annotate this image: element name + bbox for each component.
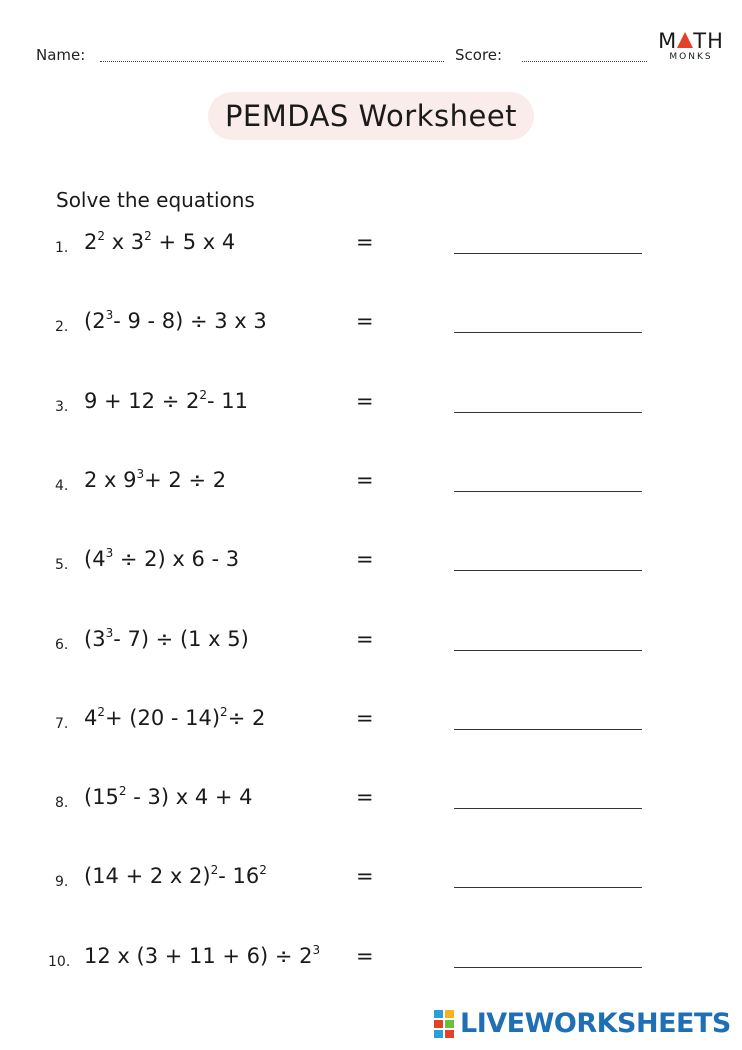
equals-sign: = — [356, 547, 374, 572]
problem-number: 9. — [55, 874, 69, 891]
problem-number: 5. — [55, 557, 69, 574]
problem-number: 7. — [55, 715, 69, 732]
answer-field[interactable] — [454, 650, 642, 651]
problem-row — [0, 458, 742, 498]
expression-text: + (20 - 14) — [105, 705, 221, 730]
exponent: 2 — [97, 704, 106, 719]
problem-expression — [84, 230, 235, 254]
problem-number: 8. — [55, 795, 69, 812]
exponent: 2 — [118, 784, 127, 799]
answer-field[interactable] — [454, 808, 642, 809]
problem-row — [0, 299, 742, 339]
problem-row — [0, 617, 742, 657]
problem-number: 10. — [48, 953, 71, 970]
problem-expression — [84, 468, 226, 492]
exponent: 3 — [105, 308, 114, 323]
logo-letters-th: TH — [693, 29, 724, 53]
exponent: 3 — [105, 625, 114, 640]
expression-text: ÷ 2 — [227, 705, 266, 730]
problem-number: 4. — [55, 477, 69, 494]
exponent: 3 — [312, 942, 321, 957]
answer-field[interactable] — [454, 491, 642, 492]
expression-text: 4 — [84, 705, 98, 730]
score-label: Score: — [455, 46, 503, 64]
expression-text: (2 — [84, 309, 106, 334]
equals-sign: = — [356, 864, 374, 889]
instructions: Solve the equations — [56, 188, 255, 212]
exponent: 2 — [144, 229, 152, 243]
liveworksheets-brand: LIVEWORKSHEETS — [460, 1008, 731, 1039]
problem-expression — [84, 944, 320, 968]
expression-text: + 5 x 4 — [151, 230, 236, 254]
expression-text: (15 — [84, 785, 119, 810]
score-field[interactable] — [522, 61, 647, 62]
expression-text: 2 — [84, 230, 98, 254]
answer-field[interactable] — [454, 253, 642, 254]
problem-expression — [84, 864, 267, 888]
problem-row — [0, 854, 742, 894]
expression-text: - 9 - 8) ÷ 3 x 3 — [113, 309, 267, 334]
problem-row — [0, 379, 742, 419]
exponent: 2 — [199, 387, 207, 402]
problem-number: 6. — [55, 636, 69, 653]
worksheet-title — [208, 92, 534, 140]
worksheet-title-text: PEMDAS Worksheet — [224, 99, 518, 133]
exponent: 2 — [97, 229, 106, 243]
problem-number: 1. — [55, 240, 69, 256]
equals-sign: = — [356, 388, 374, 413]
answer-field[interactable] — [454, 570, 642, 571]
exponent: 3 — [136, 466, 145, 481]
answer-field[interactable] — [454, 412, 642, 413]
expression-text: 9 + 12 ÷ 2 — [84, 388, 200, 413]
exponent: 2 — [259, 863, 267, 878]
expression-text: (4 — [84, 547, 106, 572]
answer-field[interactable] — [454, 887, 642, 888]
problem-expression — [84, 627, 249, 651]
equals-sign: = — [356, 626, 374, 651]
expression-text: - 3) x 4 + 4 — [126, 785, 253, 810]
equals-sign: = — [356, 309, 374, 334]
logo-sub: MONKS — [669, 52, 713, 62]
problem-expression — [84, 389, 248, 413]
liveworksheets-icon — [434, 1010, 456, 1038]
answer-field[interactable] — [454, 967, 642, 968]
exponent: 2 — [220, 704, 228, 719]
name-label: Name: — [36, 46, 86, 64]
answer-field[interactable] — [454, 332, 642, 333]
problem-number: 3. — [55, 398, 69, 415]
equals-sign: = — [356, 230, 374, 254]
problem-expression — [84, 785, 253, 809]
expression-text: - 7) ÷ (1 x 5) — [113, 626, 249, 651]
expression-text: (14 + 2 x 2) — [84, 864, 211, 889]
answer-field[interactable] — [454, 729, 642, 730]
logo-letters-m: M — [658, 29, 678, 53]
expression-text: 12 x (3 + 11 + 6) ÷ 2 — [84, 943, 313, 968]
expression-text: - 16 — [218, 864, 260, 889]
expression-text: 2 x 9 — [84, 467, 137, 492]
equals-sign: = — [356, 467, 374, 492]
problem-expression — [84, 706, 265, 730]
problem-row — [0, 537, 742, 577]
expression-text: - 11 — [206, 388, 248, 413]
problem-row — [0, 775, 742, 815]
exponent: 3 — [105, 546, 114, 561]
expression-text: + 2 ÷ 2 — [144, 467, 227, 492]
equals-sign: = — [356, 943, 374, 968]
problem-expression — [84, 547, 239, 571]
problem-row — [0, 934, 742, 974]
liveworksheets-logo — [434, 1008, 731, 1039]
problem-row — [0, 220, 742, 260]
logo-a-triangle-icon — [677, 32, 693, 48]
equals-sign: = — [356, 705, 374, 730]
problem-row — [0, 696, 742, 736]
math-monks-logo — [656, 30, 726, 62]
problem-number: 2. — [55, 319, 69, 336]
name-field[interactable] — [100, 61, 444, 62]
expression-text: ÷ 2) x 6 - 3 — [113, 547, 240, 572]
expression-text: (3 — [84, 626, 106, 651]
problem-expression — [84, 309, 267, 333]
equals-sign: = — [356, 785, 374, 810]
expression-text: x 3 — [105, 230, 145, 254]
exponent: 2 — [210, 863, 219, 878]
